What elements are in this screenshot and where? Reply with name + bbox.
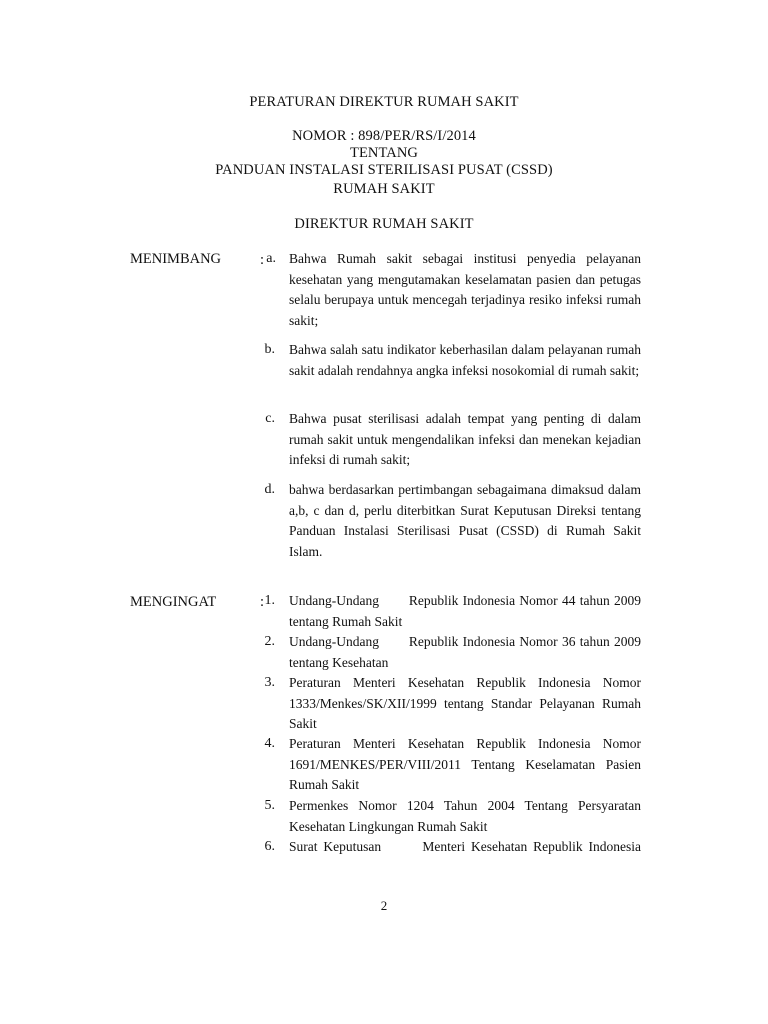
item-marker: 5. — [264, 798, 275, 813]
item-text: Bahwa salah satu indikator keberhasilan dalam pelayanan rumah sakit adalah rendahnya angka infeksi nosokomial di rumah sakit; — [289, 342, 641, 378]
item-marker: b. — [264, 342, 275, 357]
item-marker: 1. — [264, 593, 275, 608]
item-text: Peraturan Menteri Kesehatan Republik Indonesia Nomor 1333/Menkes/SK/XII/1999 tentang Standar Pelayanan Rumah Sakit — [289, 675, 641, 731]
item-text: Undang-Undang Republik Indonesia Nomor 36 tahun 2009 tentang Kesehatan — [289, 634, 645, 670]
page-number: 2 — [380, 898, 388, 913]
item-text: Permenkes Nomor 1204 Tahun 2004 Tentang Persyaratan Kesehatan Lingkungan Rumah Sakit — [289, 798, 641, 834]
decree-number: NOMOR : 898/PER/RS/I/2014 — [292, 128, 476, 144]
decree-subject: PANDUAN INSTALASI STERILISASI PUSAT (CSSD) — [215, 162, 553, 178]
menimbang-label: MENIMBANG — [130, 251, 222, 267]
mengingat-colon: : — [260, 594, 265, 610]
item-text: Undang-Undang Republik Indonesia Nomor 44 tahun 2009 tentang Rumah Sakit — [289, 593, 645, 629]
item-text: Surat Keputusan Menteri Kesehatan Republik Indonesia — [289, 839, 641, 854]
institution-name: RUMAH SAKIT — [333, 181, 435, 197]
menimbang-colon: : — [260, 252, 265, 268]
mengingat-label: MENGINGAT — [130, 594, 217, 610]
item-marker: a. — [266, 251, 276, 266]
item-text: Peraturan Menteri Kesehatan Republik Indonesia Nomor 1691/MENKES/PER/VIII/2011 Tentang Keselamatan Pasien Rumah Sakit — [289, 736, 641, 792]
tentang-label: TENTANG — [350, 145, 418, 161]
item-text: Bahwa pusat sterilisasi adalah tempat yang penting di dalam rumah sakit untuk mengendalikan infeksi dan menekan kejadian infeksi di rumah sakit; — [289, 411, 641, 467]
item-text: Bahwa Rumah sakit sebagai institusi penyedia pelayanan kesehatan yang mengutamakan keselamatan pasien dan petugas selalu berupaya untuk mencegah terjadinya resiko infeksi rumah sakit; — [289, 251, 641, 328]
item-text: bahwa berdasarkan pertimbangan sebagaimana dimaksud dalam a,b, c dan d, perlu diterbitkan Surat Keputusan Direksi tentang Panduan Instalasi Sterilisasi Pusat (CSSD) di Rumah Sakit Islam. — [289, 482, 641, 559]
item-marker: 2. — [264, 634, 275, 649]
document-title: PERATURAN DIREKTUR RUMAH SAKIT — [249, 94, 519, 110]
item-marker: 4. — [264, 736, 275, 751]
item-marker: 3. — [264, 675, 275, 690]
item-marker: d. — [264, 482, 275, 497]
director-heading: DIREKTUR RUMAH SAKIT — [294, 216, 474, 232]
item-marker: 6. — [264, 839, 275, 854]
item-marker: c. — [265, 411, 275, 426]
